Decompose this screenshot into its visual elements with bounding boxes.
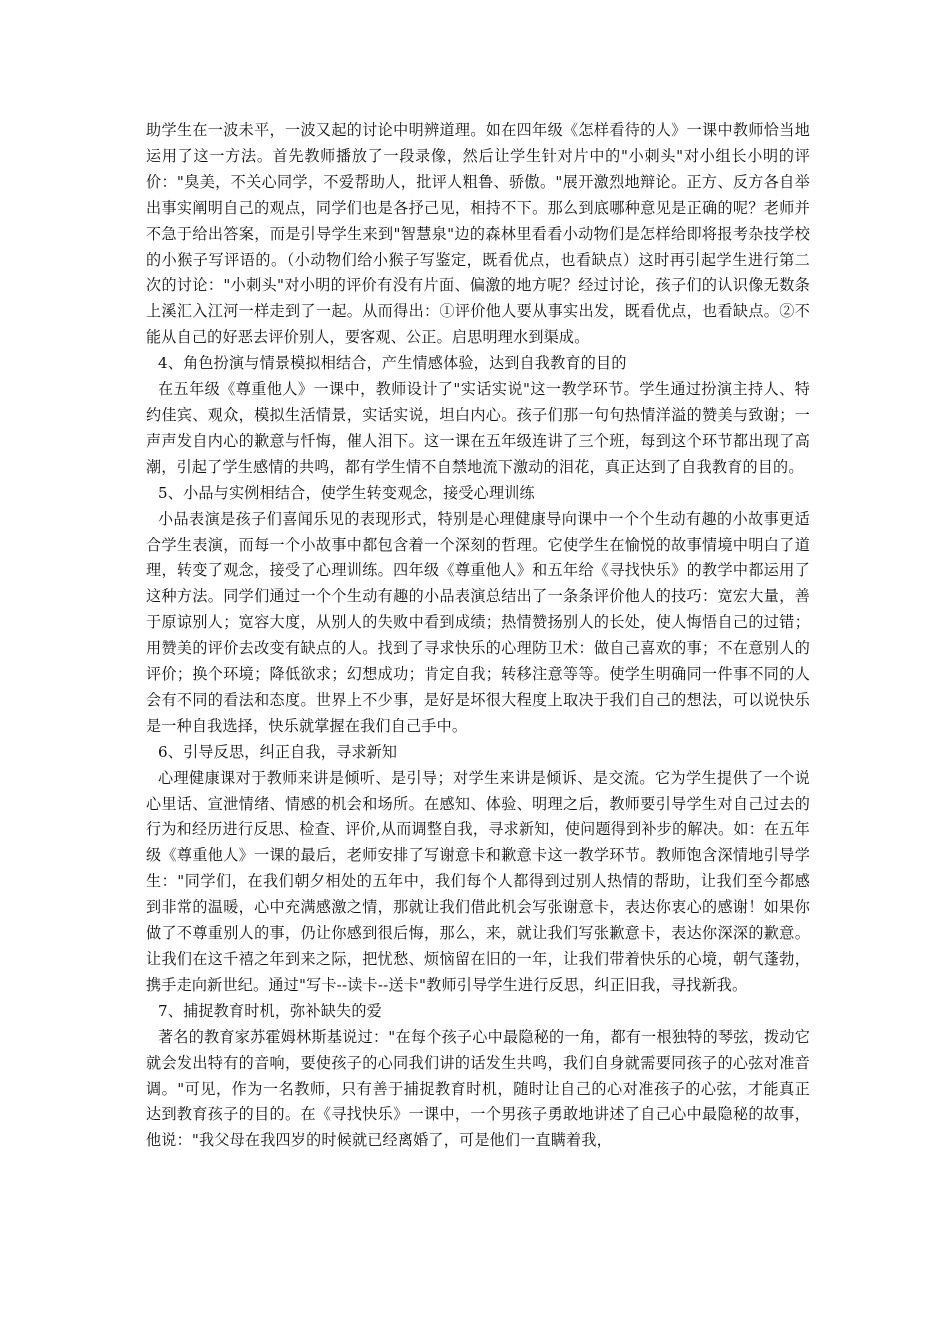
paragraph: 在五年级《尊重他人》一课中，教师设计了"实话实说"这一教学环节。学生通过扮演主持人、特约佳宾、观众，模拟生活情景，实话实说，坦白内心。孩子们那一句句热情洋溢的赞美与致谢；一声声发自内心的歉意与忏悔，催人泪下。这一课在五年级连讲了三个班，每到这个环节都出现了高潮，引起了学生感情的共鸣，都有学生情不自禁地流下激动的泪花，真正达到了自我教育的目的。 — [146, 380, 810, 476]
paragraph: 小品表演是孩子们喜闻乐见的表现形式，特别是心理健康导向课中一个个生动有趣的小故事更适合学生表演，而每一个小故事中都包含着一个深刻的哲理。它使学生在愉悦的故事情境中明白了道理，转变了观念，接受了心理训练。四年级《尊重他人》和五年给《寻找快乐》的教学中都运用了这种方法。同学们通过一个个生动有趣的小品表演总结出了一条条评价他人的技巧：宽宏大量，善于原谅别人；宽容大度，从别人的失败中看到成绩；热情赞扬别人的长处，使人悔悟自己的过错；用赞美的评价去改变有缺点的人。找到了寻求快乐的心理防卫术：做自己喜欢的事；不在意别人的评价；换个环境；降低欲求；幻想成功；肯定自我；转移注意等等。使学生明确同一件事不同的人会有不同的看法和态度。世界上不少事，是好是坏很大程度上取决于我们自己的想法，可以说快乐是一种自我选择，快乐就掌握在我们自己手中。 — [146, 509, 810, 735]
section-heading: 5、小品与实例相结合，使学生转变观念，接受心理训练 — [158, 483, 535, 502]
paragraph: 助学生在一波未平，一波又起的讨论中明辨道理。如在四年级《怎样看待的人》一课中教师恰当地运用了这一方法。首先教师播放了一段录像，然后让学生针对片中的"小刺头"对小组长小明的评价："臭美，不关心同学，不爱帮助人，批评人粗鲁、骄傲。"展开激烈地辩论。正方、反方各自举出事实阐明自己的观点，同学们也是各抒己见，相持不下。那么到底哪种意见是正确的呢？老师并不急于给出答案，而是引导学生来到"智慧泉"边的森林里看看小动物们是怎样给即将报考杂技学校的小猴子写评语的。（小动物们给小猴子写鉴定，既看优点，也看缺点）这时再引起学生进行第二次的讨论："小刺头"对小明的评价有没有片面、偏激的地方呢？经过讨论，孩子们的认识像无数条上溪汇入江河一样走到了一起。从而得出：①评价他人要从事实出发，既看优点，也看缺点。②不能从自己的好恶去评价别人，要客观、公正。启思明理水到渠成。 — [146, 121, 810, 347]
paragraph: 心理健康课对于教师来讲是倾听、是引导；对学生来讲是倾诉、是交流。它为学生提供了一个说心里话、宣泄情绪、情感的机会和场所。在感知、体验、明理之后，教师要引导学生对自己过去的行为和经历进行反思、检查、评价,从而调整自我，寻求新知，使问题得到补步的解决。如：在五年级《尊重他人》一课的最后，老师安排了写谢意卡和歉意卡这一教学环节。教师饱含深情地引导学生："同学们，在我们朝夕相处的五年中，我们每个人都得到过别人热情的帮助，让我们至今都感到非常的温暖，心中充满感激之情，那就让我们借此机会写张谢意卡，表达你衷心的感谢！如果你做了不尊重别人的事，仍让你感到很后悔，那么，来，就让我们写张歉意卡，表达你深深的歉意。让我们在这千禧之年到来之际，把忧愁、烦恼留在旧的一年，让我们带着快乐的心境，朝气蓬勃，携手走向新世纪。通过"写卡--读卡--送卡"教师引导学生进行反思，纠正旧我，寻找新我。 — [146, 768, 810, 994]
section-heading: 4、角色扮演与情景模拟相结合，产生情感体验，达到自我教育的目的 — [158, 354, 627, 373]
paragraph: 著名的教育家苏霍姆林斯基说过："在每个孩子心中最隐秘的一角，都有一根独特的琴弦，拨动它就会发出特有的音响，要使孩子的心同我们讲的话发生共鸣，我们自身就需要同孩子的心弦对准音调。"可见，作为一名教师，只有善于捕捉教育时机，随时让自己的心对准孩子的心弦，才能真正达到教育孩子的目的。在《寻找快乐》一课中，一个男孩子勇敢地讲述了自己心中最隐秘的故事，他说："我父母在我四岁的时候就已经离婚了，可是他们一直瞒着我， — [146, 1027, 810, 1150]
document-body — [146, 118, 810, 1154]
section-heading: 6、引导反思，纠正自我，寻求新知 — [158, 742, 398, 761]
section-heading: 7、捕捉教育时机，弥补缺失的爱 — [158, 1001, 382, 1020]
